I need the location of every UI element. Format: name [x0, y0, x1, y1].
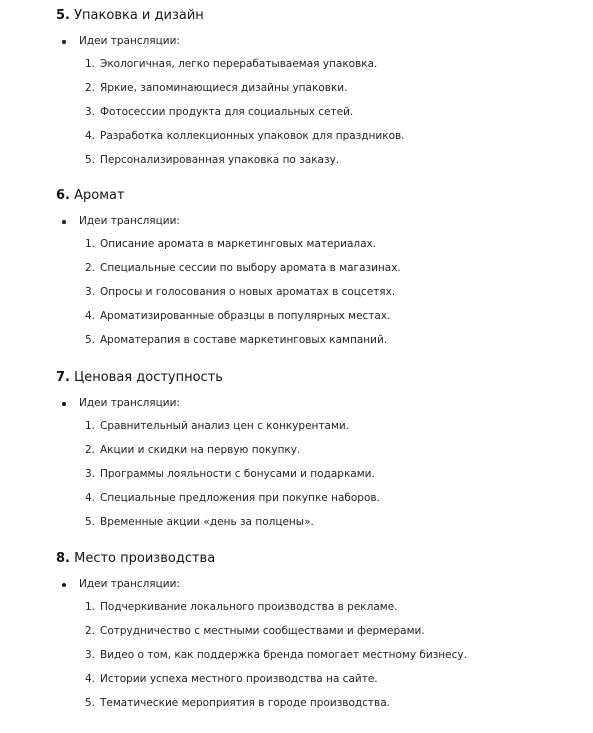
list-item — [0, 130, 593, 154]
bullet-item — [0, 577, 593, 593]
list-item-number: 5. — [85, 154, 96, 166]
list-item-text: Специальные сессии по выбору аромата в магазинах. — [100, 262, 401, 274]
section-heading — [56, 188, 125, 203]
list-item — [0, 310, 593, 334]
ideas-list — [0, 238, 593, 358]
list-item-text: Подчеркивание локального производства в рекламе. — [100, 601, 398, 613]
ideas-list — [0, 420, 593, 540]
list-item — [0, 82, 593, 106]
list-item — [0, 601, 593, 625]
list-item-number: 4. — [85, 130, 96, 142]
list-item — [0, 673, 593, 697]
list-item-number: 2. — [85, 625, 96, 637]
list-item — [0, 58, 593, 82]
section-number: 7. — [56, 370, 70, 385]
bullet-dot-icon — [62, 220, 66, 224]
list-item-number: 1. — [85, 420, 96, 432]
bullet-label: Идеи трансляции: — [79, 215, 180, 227]
list-item — [0, 238, 593, 262]
bullet-item — [0, 34, 593, 50]
list-item-text: Фотосессии продукта для социальных сетей. — [100, 106, 354, 118]
section-heading — [56, 370, 223, 385]
list-item-text: Разработка коллекционных упаковок для праздников. — [100, 130, 405, 142]
list-item-number: 5. — [85, 516, 96, 528]
bullet-item — [0, 214, 593, 230]
list-item-text: Экологичная, легко перерабатываемая упаковка. — [100, 58, 378, 70]
list-item-number: 2. — [85, 82, 96, 94]
list-item-text: Программы лояльности с бонусами и подарками. — [100, 468, 375, 480]
list-item — [0, 420, 593, 444]
list-item-number: 4. — [85, 673, 96, 685]
list-item-number: 3. — [85, 649, 96, 661]
bullet-label: Идеи трансляции: — [79, 35, 180, 47]
list-item-number: 3. — [85, 106, 96, 118]
bullet-dot-icon — [62, 40, 66, 44]
list-item — [0, 286, 593, 310]
section-number: 6. — [56, 188, 70, 203]
list-item — [0, 444, 593, 468]
list-item-text: Тематические мероприятия в городе производства. — [100, 697, 391, 709]
ideas-list — [0, 601, 593, 721]
list-item-number: 1. — [85, 601, 96, 613]
list-item-text: Временные акции «день за полцены». — [100, 516, 314, 528]
list-item-text: Ароматизированные образцы в популярных местах. — [100, 310, 391, 322]
list-item-number: 3. — [85, 468, 96, 480]
list-item-text: Сотрудничество с местными сообществами и фермерами. — [100, 625, 425, 637]
list-item-text: Специальные предложения при покупке наборов. — [100, 492, 380, 504]
ideas-list — [0, 58, 593, 178]
list-item-number: 2. — [85, 444, 96, 456]
list-item-text: Персонализированная упаковка по заказу. — [100, 154, 340, 166]
section-heading — [56, 551, 215, 566]
list-item-text: Описание аромата в маркетинговых материалах. — [100, 238, 377, 250]
list-item — [0, 106, 593, 130]
list-item-number: 5. — [85, 697, 96, 709]
list-item — [0, 492, 593, 516]
section-title-text: Ценовая доступность — [74, 370, 223, 385]
list-item-text: Опросы и голосования о новых ароматах в соцсетях. — [100, 286, 396, 298]
list-item — [0, 516, 593, 540]
section-title-text: Место производства — [74, 551, 216, 566]
list-item-number: 2. — [85, 262, 96, 274]
list-item-number: 5. — [85, 334, 96, 346]
section-title-text: Аромат — [74, 188, 125, 203]
list-item-text: Сравнительный анализ цен с конкурентами. — [100, 420, 350, 432]
list-item-number: 1. — [85, 238, 96, 250]
section-heading — [56, 8, 204, 23]
list-item-text: Акции и скидки на первую покупку. — [100, 444, 301, 456]
list-item-number: 3. — [85, 286, 96, 298]
list-item-number: 4. — [85, 492, 96, 504]
bullet-label: Идеи трансляции: — [79, 578, 180, 590]
section-number: 5. — [56, 8, 70, 23]
list-item-text: Ароматерапия в составе маркетинговых кампаний. — [100, 334, 388, 346]
list-item — [0, 334, 593, 358]
list-item-text: Истории успеха местного производства на сайте. — [100, 673, 378, 685]
section-title-text: Упаковка и дизайн — [74, 8, 204, 23]
list-item — [0, 649, 593, 673]
list-item-text: Видео о том, как поддержка бренда помогает местному бизнесу. — [100, 649, 467, 661]
bullet-dot-icon — [62, 583, 66, 587]
list-item-text: Яркие, запоминающиеся дизайны упаковки. — [100, 82, 348, 94]
list-item — [0, 697, 593, 721]
section-number: 8. — [56, 551, 70, 566]
list-item — [0, 154, 593, 178]
bullet-dot-icon — [62, 402, 66, 406]
list-item — [0, 625, 593, 649]
list-item-number: 1. — [85, 58, 96, 70]
list-item — [0, 262, 593, 286]
list-item — [0, 468, 593, 492]
list-item-number: 4. — [85, 310, 96, 322]
bullet-label: Идеи трансляции: — [79, 397, 180, 409]
bullet-item — [0, 396, 593, 412]
